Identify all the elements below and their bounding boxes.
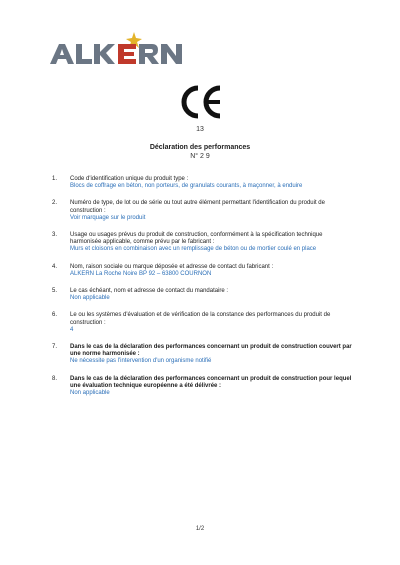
item-question: Nom, raison sociale ou marque déposée et adresse de contact du fabricant :	[70, 263, 274, 270]
item-answer: Murs et cloisons en combinaison avec un remplissage de béton ou de mortier coulé en place	[70, 246, 317, 253]
ce-number: 13	[196, 126, 204, 133]
item-question: Usage ou usages prévus du produit de construction, conformément à la spécification technique harmonisée applicable, comme prévu par le fabricant :	[70, 232, 323, 246]
item-question: Dans le cas de la déclaration des performances concernant un produit de construction couvert par une norme harmonisée :	[70, 344, 352, 358]
page-title: Déclaration des performances	[149, 144, 251, 151]
item-question: Dans le cas de la déclaration des performances concernant un produit de construction pour lequel une évaluation technique européenne a été délivrée :	[70, 375, 352, 389]
list-item	[52, 176, 352, 190]
item-question: Le cas échéant, nom et adresse de contact du mandataire :	[70, 288, 229, 295]
item-number: 7.	[52, 344, 58, 351]
item-number: 8.	[52, 375, 58, 382]
item-number: 6.	[52, 312, 58, 319]
declaration-items	[52, 176, 352, 397]
item-answer: Non applicable	[70, 295, 110, 302]
item-number: 1.	[52, 176, 58, 182]
item-answer: Blocs de coffrage en béton, non porteurs, de granulats courants, à maçonner, à enduire	[70, 183, 303, 190]
document-number: N° 2 9	[190, 153, 210, 160]
list-item	[52, 376, 352, 398]
ce-mark	[178, 84, 224, 120]
list-item	[52, 232, 352, 254]
item-number: 5.	[52, 288, 58, 295]
list-item	[52, 200, 352, 222]
item-question: Code d'identification unique du produit type :	[70, 176, 189, 182]
item-answer: ALKERN La Roche Noire BP 92 – 63800 COURNON	[70, 270, 212, 277]
ce-mark-icon	[178, 84, 224, 120]
list-item	[52, 288, 352, 302]
item-answer: Non applicable	[70, 390, 110, 397]
item-answer: Voir marquage sur le produit	[70, 214, 146, 221]
alkern-logo	[48, 30, 188, 66]
list-item	[52, 264, 352, 278]
item-number: 3.	[52, 232, 58, 239]
item-answer: 4	[70, 326, 74, 333]
item-question: Le ou les systèmes d'évaluation et de vérification de la constance des performances du produit de construction :	[70, 312, 331, 326]
list-item	[52, 344, 352, 366]
alkern-logo-graphic	[48, 30, 188, 66]
item-question: Numéro de type, de lot ou de série ou tout autre élément permettant l'identification du produit de construction :	[70, 200, 325, 214]
item-number: 2.	[52, 200, 58, 207]
item-answer: Ne nécessite pas l'intervention d'un organisme notifié	[70, 358, 212, 365]
item-number: 4.	[52, 263, 58, 270]
list-item	[52, 312, 352, 334]
page-number: 1/2	[195, 526, 205, 532]
